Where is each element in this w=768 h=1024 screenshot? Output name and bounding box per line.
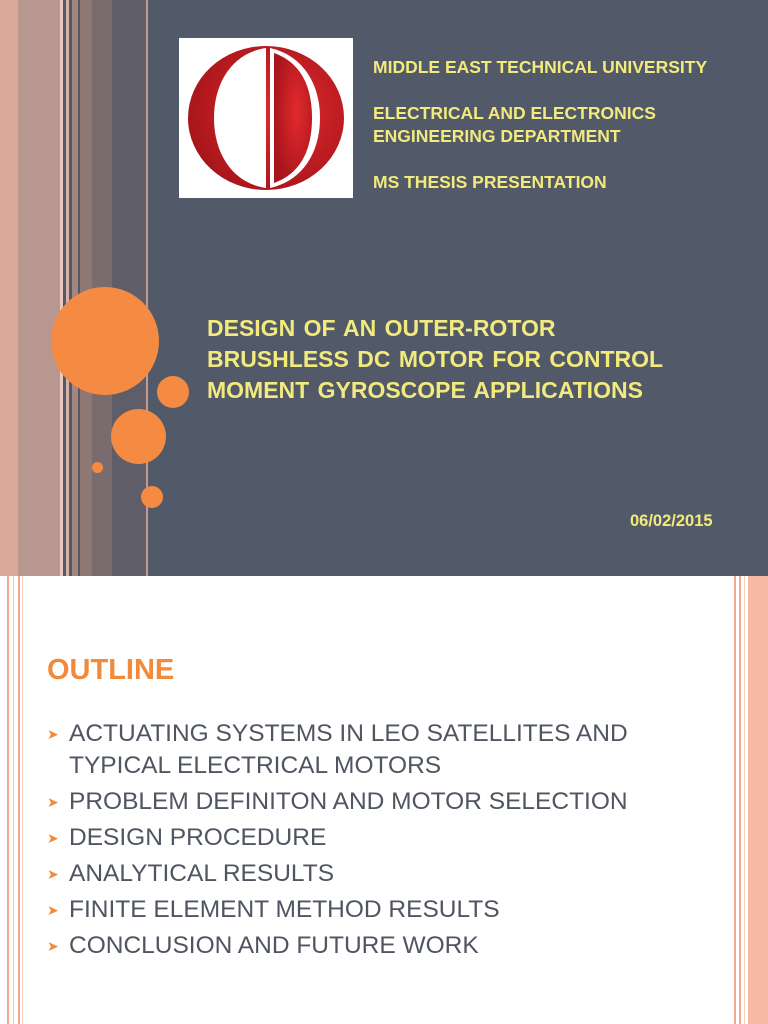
metu-logo-icon [184, 43, 348, 193]
thesis-title-line-3: MOMENT GYROSCOPE APPLICATIONS [207, 377, 643, 403]
outline-list [45, 718, 705, 966]
decorative-line [744, 576, 745, 1024]
decorative-line [22, 576, 23, 1024]
decorative-stripe [60, 0, 63, 576]
decorative-circle [92, 462, 103, 473]
list-item [45, 822, 705, 854]
list-item-line: ACTUATING SYSTEMS IN LEO SATELLITES AND [69, 720, 628, 747]
decorative-stripe [72, 0, 78, 576]
list-item-line: FINITE ELEMENT METHOD RESULTS [69, 896, 500, 923]
list-item [45, 858, 705, 890]
list-item-line: PROBLEM DEFINITON AND MOTOR SELECTION [69, 788, 628, 815]
list-item [45, 718, 705, 782]
thesis-title-line-2: BRUSHLESS DC MOTOR FOR CONTROL [207, 346, 664, 372]
list-item [45, 930, 705, 962]
list-item-line: DESIGN PROCEDURE [69, 824, 327, 851]
decorative-circle [157, 376, 189, 408]
list-item [45, 786, 705, 818]
thesis-title [207, 313, 747, 406]
decorative-band [748, 576, 768, 1024]
arrow-bullet-icon: ➤ [47, 866, 59, 882]
decorative-line [739, 576, 741, 1024]
decorative-line [734, 576, 736, 1024]
arrow-bullet-icon: ➤ [47, 830, 59, 846]
list-item-line: CONCLUSION AND FUTURE WORK [69, 932, 479, 959]
arrow-bullet-icon: ➤ [47, 794, 59, 810]
university-logo [179, 38, 353, 198]
list-item [45, 894, 705, 926]
list-item-line: ANALYTICAL RESULTS [69, 860, 335, 887]
decorative-circle [111, 409, 166, 464]
list-item-line: TYPICAL ELECTRICAL MOTORS [69, 752, 442, 779]
decorative-circle [141, 486, 163, 508]
department-line-1: ELECTRICAL AND ELECTRONICS [373, 103, 656, 123]
outline-slide [0, 576, 768, 1024]
decorative-circle [51, 287, 159, 395]
arrow-bullet-icon: ➤ [47, 726, 59, 742]
presentation-type: MS THESIS PRESENTATION [373, 172, 607, 192]
presentation-date: 06/02/2015 [630, 512, 713, 530]
arrow-bullet-icon: ➤ [47, 938, 59, 954]
decorative-line [7, 576, 9, 1024]
arrow-bullet-icon: ➤ [47, 902, 59, 918]
decorative-line [13, 576, 14, 1024]
department-line-2: ENGINEERING DEPARTMENT [373, 126, 621, 146]
decorative-stripe [66, 0, 69, 576]
outline-title: OUTLINE [47, 654, 175, 686]
thesis-title-line-1: DESIGN OF AN OUTER-ROTOR [207, 315, 556, 341]
decorative-stripe [0, 0, 18, 576]
decorative-line [18, 576, 20, 1024]
university-name: MIDDLE EAST TECHNICAL UNIVERSITY [373, 57, 708, 77]
decorative-stripe [18, 0, 60, 576]
slide-header [373, 56, 753, 194]
